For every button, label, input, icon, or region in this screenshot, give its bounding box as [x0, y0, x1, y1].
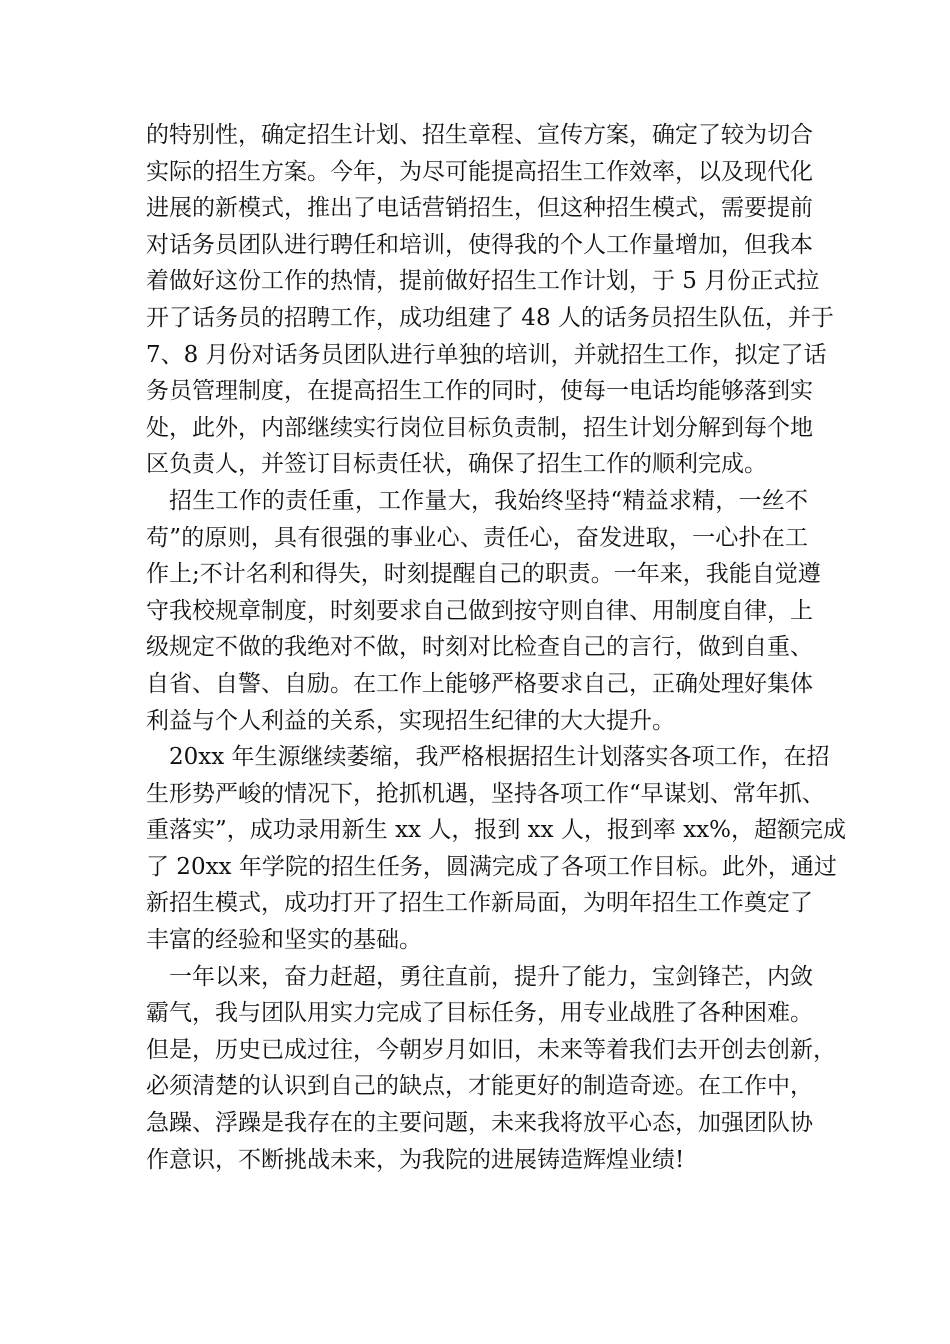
paragraph-line: 利益与个人利益的关系，实现招生纪律的大大提升。 — [146, 707, 675, 734]
paragraph-line: 务员管理制度，在提高招生工作的同时，使每一电话均能够落到实 — [146, 378, 813, 405]
paragraph-line: 级规定不做的我绝对不做，时刻对比检查自己的言行，做到自重、 — [146, 634, 813, 661]
paragraph-line: 的特别性，确定招生计划、招生章程、宣传方案，确定了较为切合 — [146, 122, 813, 148]
paragraph-line: 着做好这份工作的热情，提前做好招生工作计划，于 5 月份正式拉 — [146, 268, 820, 295]
paragraph-line: 实际的招生方案。今年，为尽可能提高招生工作效率，以及现代化 — [146, 158, 813, 185]
paragraph-line: 开了话务员的招聘工作，成功组建了 48 人的话务员招生队伍，并于 — [146, 304, 834, 331]
paragraph-line: 20xx 年生源继续萎缩，我严格根据招生计划落实各项工作，在招 — [169, 744, 830, 771]
paragraph-4 — [146, 959, 836, 1179]
paragraph-line: 自省、自警、自励。在工作上能够严格要求自己，正确处理好集体 — [146, 670, 813, 697]
paragraph-line: 丰富的经验和坚实的基础。 — [146, 927, 422, 954]
paragraph-line: 重落实”，成功录用新生 xx 人，报到 xx 人，报到率 xx%，超额完成 — [146, 817, 846, 844]
paragraph-line: 急躁、浮躁是我存在的主要问题，未来我将放平心态，加强团队协 — [146, 1110, 813, 1137]
paragraph-line: 守我校规章制度，时刻要求自己做到按守则自律、用制度自律，上 — [146, 597, 813, 624]
paragraph-line: 生形势严峻的情况下，抢抓机遇，坚持各项工作“早谋划、常年抓、 — [146, 780, 825, 807]
paragraph-line: 对话务员团队进行聘任和培训，使得我的个人工作量增加，但我本 — [146, 231, 813, 258]
paragraph-line: 进展的新模式，推出了电话营销招生，但这种招生模式，需要提前 — [146, 195, 813, 222]
paragraph-1 — [146, 117, 834, 483]
paragraph-line: 苟”的原则，具有很强的事业心、责任心，奋发进取，一心扑在工 — [146, 524, 808, 551]
paragraph-line: 必须清楚的认识到自己的缺点，才能更好的制造奇迹。在工作中， — [146, 1073, 813, 1100]
paragraph-line: 7、8 月份对话务员团队进行单独的培训，并就招生工作，拟定了话 — [146, 341, 827, 368]
paragraph-2 — [146, 483, 821, 739]
paragraph-line: 作意识，不断挑战未来，为我院的进展铸造辉煌业绩! — [146, 1146, 685, 1173]
paragraph-line: 区负责人，并签订目标责任状，确保了招生工作的顺利完成。 — [146, 451, 767, 478]
paragraph-line: 霸气，我与团队用实力完成了目标任务，用专业战胜了各种困难。 — [146, 1000, 813, 1027]
paragraph-3 — [146, 739, 846, 959]
paragraph-line: 一年以来，奋力赶超，勇往直前，提升了能力，宝剑锋芒，内敛 — [169, 963, 813, 990]
document-body — [146, 117, 846, 1178]
paragraph-line: 招生工作的责任重，工作量大，我始终坚持“精益求精，一丝不 — [169, 487, 808, 514]
paragraph-line: 处，此外，内部继续实行岗位目标负责制，招生计划分解到每个地 — [146, 414, 813, 441]
paragraph-line: 了 20xx 年学院的招生任务，圆满完成了各项工作目标。此外，通过 — [146, 853, 837, 880]
paragraph-line: 但是，历史已成过往，今朝岁月如旧，未来等着我们去开创去创新， — [146, 1036, 836, 1063]
paragraph-line: 作上;不计名利和得失，时刻提醒自己的职责。一年来，我能自觉遵 — [146, 561, 821, 588]
paragraph-line: 新招生模式，成功打开了招生工作新局面，为明年招生工作奠定了 — [146, 890, 813, 917]
